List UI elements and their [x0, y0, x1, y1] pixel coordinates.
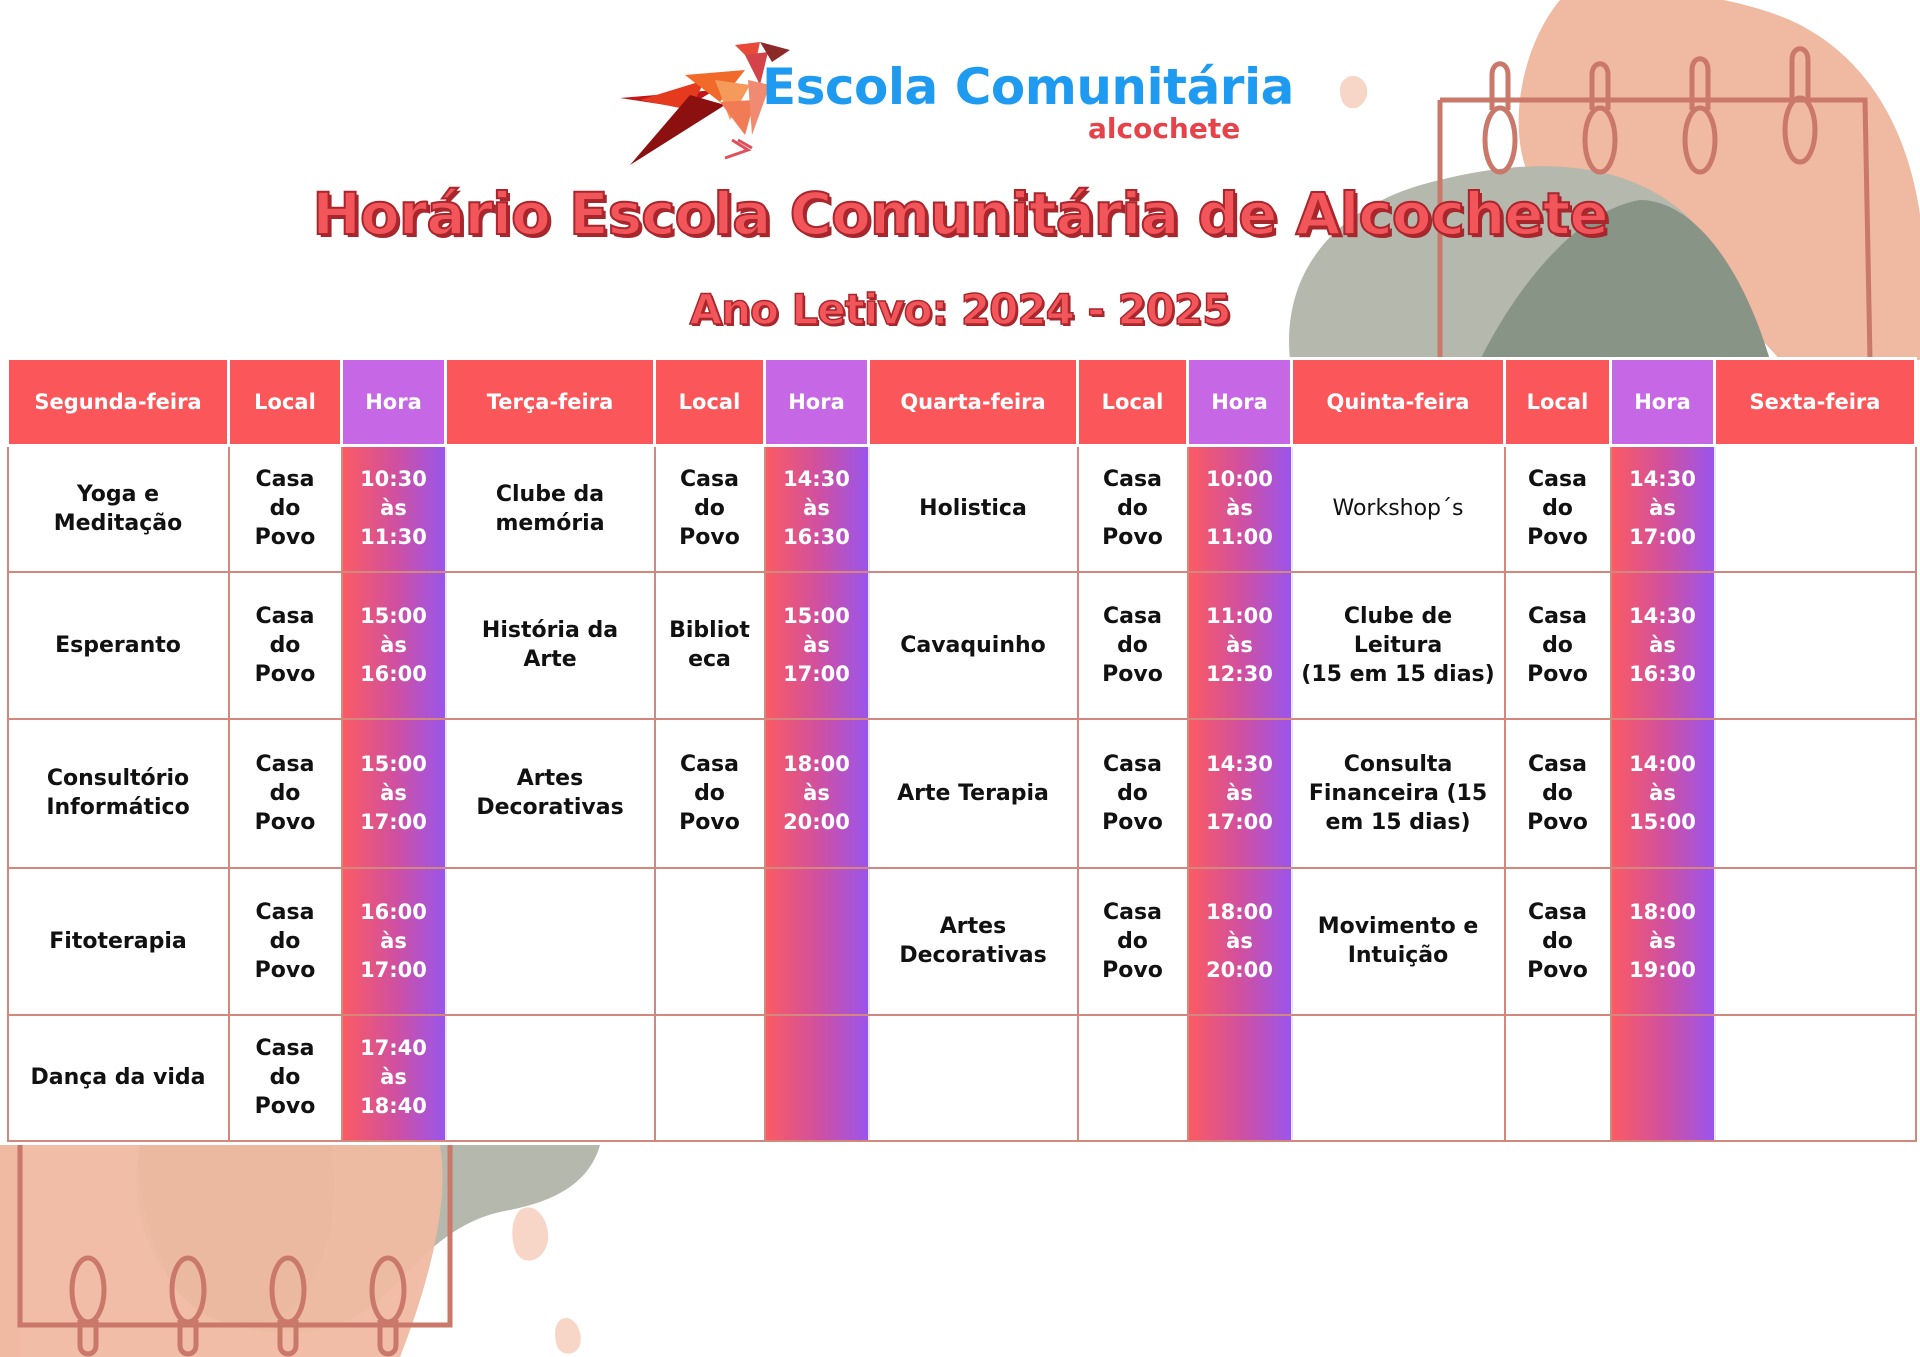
wednesday-time — [1188, 1015, 1292, 1141]
thursday-time: 14:30 às 17:00 — [1611, 446, 1715, 572]
monday-local: Casa do Povo — [229, 572, 342, 719]
header-row — [8, 359, 1916, 446]
wednesday-activity — [869, 1015, 1078, 1141]
wednesday-local: Casa do Povo — [1078, 446, 1188, 572]
friday-activity — [1715, 572, 1916, 719]
monday-activity: Yoga e Meditação — [8, 446, 229, 572]
header-local: Local — [655, 359, 765, 446]
monday-local: Casa do Povo — [229, 868, 342, 1015]
thursday-time — [1611, 1015, 1715, 1141]
header-hora: Hora — [1611, 359, 1715, 446]
thursday-activity: Consulta Financeira (15 em 15 dias) — [1292, 719, 1505, 868]
thursday-activity: Clube de Leitura (15 em 15 dias) — [1292, 572, 1505, 719]
logo — [620, 40, 1294, 170]
thursday-local: Casa do Povo — [1505, 719, 1611, 868]
wednesday-local: Casa do Povo — [1078, 572, 1188, 719]
monday-time: 15:00 às 16:00 — [342, 572, 446, 719]
wednesday-local — [1078, 1015, 1188, 1141]
monday-local: Casa do Povo — [229, 719, 342, 868]
monday-time: 15:00 às 17:00 — [342, 719, 446, 868]
monday-time: 16:00 às 17:00 — [342, 868, 446, 1015]
header-thursday: Quinta-feira — [1292, 359, 1505, 446]
header-hora: Hora — [765, 359, 869, 446]
friday-activity — [1715, 446, 1916, 572]
logo-name: Escola Comunitária — [762, 58, 1294, 116]
tuesday-time: 18:00 às 20:00 — [765, 719, 869, 868]
wednesday-local: Casa do Povo — [1078, 719, 1188, 868]
wednesday-activity: Arte Terapia — [869, 719, 1078, 868]
monday-time: 17:40 às 18:40 — [342, 1015, 446, 1141]
logo-subtitle: alcochete — [1088, 112, 1241, 145]
schedule-row — [8, 572, 1916, 719]
thursday-time: 14:00 às 15:00 — [1611, 719, 1715, 868]
tuesday-activity: História da Arte — [446, 572, 655, 719]
tuesday-time — [765, 1015, 869, 1141]
wednesday-activity: Artes Decorativas — [869, 868, 1078, 1015]
wednesday-time: 10:00 às 11:00 — [1188, 446, 1292, 572]
schedule-row — [8, 868, 1916, 1015]
wednesday-local: Casa do Povo — [1078, 868, 1188, 1015]
thursday-activity — [1292, 1015, 1505, 1141]
tuesday-time: 14:30 às 16:30 — [765, 446, 869, 572]
wednesday-time: 11:00 às 12:30 — [1188, 572, 1292, 719]
tuesday-local: Casa do Povo — [655, 446, 765, 572]
header-friday: Sexta-feira — [1715, 359, 1916, 446]
thursday-local: Casa do Povo — [1505, 446, 1611, 572]
monday-activity: Fitoterapia — [8, 868, 229, 1015]
thursday-time: 14:30 às 16:30 — [1611, 572, 1715, 719]
tuesday-local — [655, 1015, 765, 1141]
thursday-local: Casa do Povo — [1505, 868, 1611, 1015]
thursday-local: Casa do Povo — [1505, 572, 1611, 719]
thursday-local — [1505, 1015, 1611, 1141]
friday-activity — [1715, 1015, 1916, 1141]
monday-activity: Esperanto — [8, 572, 229, 719]
tuesday-activity — [446, 1015, 655, 1141]
thursday-time: 18:00 às 19:00 — [1611, 868, 1715, 1015]
monday-time: 10:30 às 11:30 — [342, 446, 446, 572]
schedule-table — [6, 357, 1917, 1142]
header-tuesday: Terça-feira — [446, 359, 655, 446]
header-hora: Hora — [342, 359, 446, 446]
thursday-activity: Movimento e Intuição — [1292, 868, 1505, 1015]
schedule-row — [8, 446, 1916, 572]
monday-activity: Dança da vida — [8, 1015, 229, 1141]
wednesday-activity: Cavaquinho — [869, 572, 1078, 719]
schedule-row — [8, 719, 1916, 868]
tuesday-local: Bibliot eca — [655, 572, 765, 719]
wednesday-time: 18:00 às 20:00 — [1188, 868, 1292, 1015]
monday-activity: Consultório Informático — [8, 719, 229, 868]
tuesday-activity: Clube da memória — [446, 446, 655, 572]
tuesday-time — [765, 868, 869, 1015]
header-local: Local — [1505, 359, 1611, 446]
page-title: Horário Escola Comunitária de Alcochete — [312, 180, 1608, 248]
thursday-activity: Workshop´s — [1292, 446, 1505, 572]
header-local: Local — [1078, 359, 1188, 446]
header-hora: Hora — [1188, 359, 1292, 446]
friday-activity — [1715, 868, 1916, 1015]
wednesday-activity: Holistica — [869, 446, 1078, 572]
schedule-row — [8, 1015, 1916, 1141]
school-year: Ano Letivo: 2024 - 2025 — [689, 285, 1231, 334]
wednesday-time: 14:30 às 17:00 — [1188, 719, 1292, 868]
header-monday: Segunda-feira — [8, 359, 229, 446]
tuesday-activity — [446, 868, 655, 1015]
friday-activity — [1715, 719, 1916, 868]
tuesday-activity: Artes Decorativas — [446, 719, 655, 868]
monday-local: Casa do Povo — [229, 1015, 342, 1141]
tuesday-local: Casa do Povo — [655, 719, 765, 868]
tuesday-local — [655, 868, 765, 1015]
tuesday-time: 15:00 às 17:00 — [765, 572, 869, 719]
header-local: Local — [229, 359, 342, 446]
monday-local: Casa do Povo — [229, 446, 342, 572]
header-wednesday: Quarta-feira — [869, 359, 1078, 446]
